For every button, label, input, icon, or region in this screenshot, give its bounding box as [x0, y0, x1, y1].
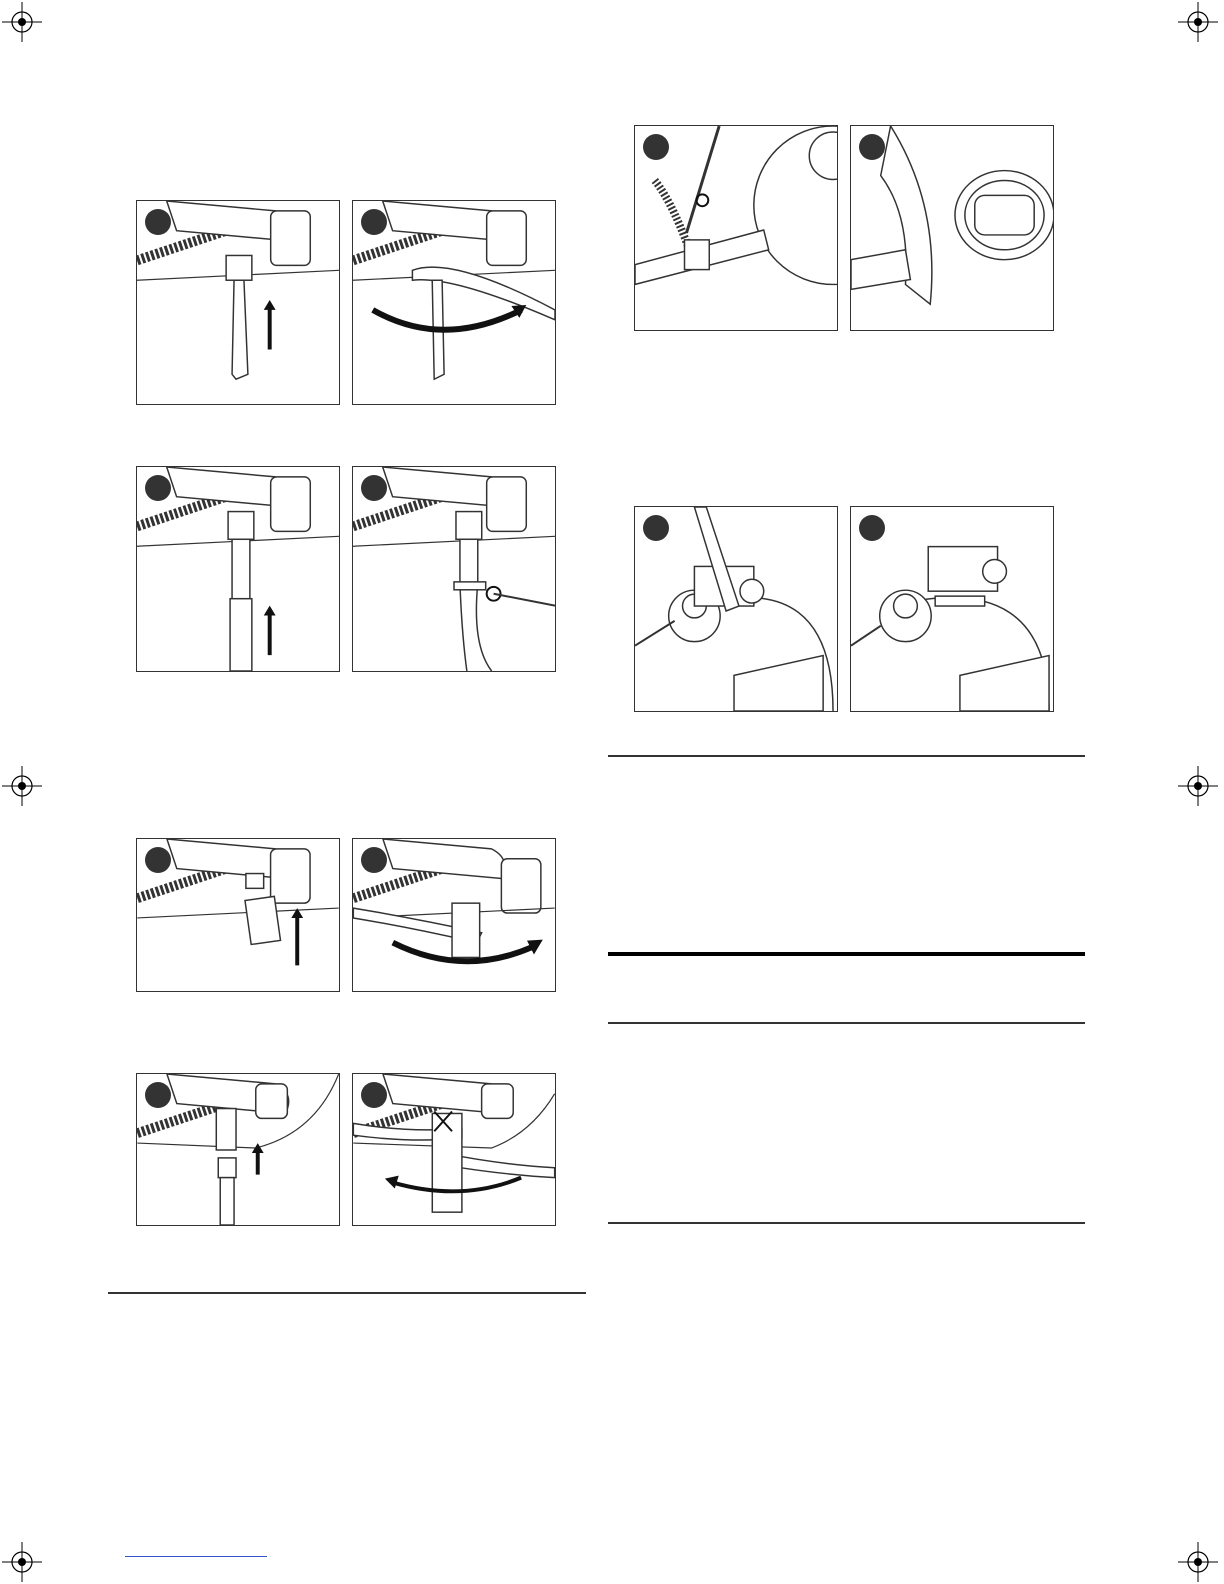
illustration-regulator-connected [850, 506, 1054, 712]
hose-clamp-tighten-icon [353, 467, 555, 671]
illustration-regulator-wrench [634, 506, 838, 712]
illustration-cylinder-hose-connect [850, 125, 1054, 331]
section-divider-right-2 [608, 1022, 1085, 1024]
registration-mark-top-right-icon [1176, 0, 1220, 44]
step-1-badge [145, 209, 171, 235]
illustration-hose-push-on [136, 466, 340, 672]
illustration-adapter-tighten [352, 838, 556, 992]
step-2-badge [361, 1082, 387, 1108]
illustration-pipe-nut-tighten [352, 1073, 556, 1226]
step-2-badge [361, 475, 387, 501]
section-divider-right-3 [608, 1222, 1085, 1224]
section-divider-left [108, 1292, 586, 1294]
step-2-badge [361, 209, 387, 235]
cylinder-clamp-tighten-icon [635, 126, 837, 330]
step-1-badge [643, 515, 669, 541]
step-1-badge [145, 1082, 171, 1108]
step-1-badge [643, 134, 669, 160]
illustration-hose-clamp-tighten [352, 466, 556, 672]
step-2-badge [859, 515, 885, 541]
step-2-badge [361, 847, 387, 873]
illustration-tail-fitting-insert [136, 200, 340, 405]
registration-mark-bottom-right-icon [1176, 1540, 1220, 1584]
cylinder-hose-connect-icon [851, 126, 1053, 330]
illustration-tail-fitting-tighten [352, 200, 556, 405]
footer-link-underline[interactable] [125, 1556, 267, 1557]
step-1-badge [145, 847, 171, 873]
illustration-adapter-insert [136, 838, 340, 992]
step-1-badge [145, 475, 171, 501]
registration-mark-top-left-icon [0, 0, 44, 44]
regulator-wrench-icon [635, 507, 837, 711]
tail-fitting-insert-icon [137, 201, 339, 404]
regulator-connected-icon [851, 507, 1053, 711]
illustration-pipe-nut-insert [136, 1073, 340, 1226]
step-2-badge [859, 134, 885, 160]
section-divider-right-1 [608, 755, 1085, 757]
hose-push-on-icon [137, 467, 339, 671]
section-divider-right-heavy [608, 952, 1085, 956]
registration-mark-mid-left-icon [0, 764, 44, 808]
illustration-cylinder-clamp-tighten [634, 125, 838, 331]
registration-mark-bottom-left-icon [0, 1540, 44, 1584]
registration-mark-mid-right-icon [1176, 764, 1220, 808]
tail-fitting-tighten-icon [353, 201, 555, 404]
